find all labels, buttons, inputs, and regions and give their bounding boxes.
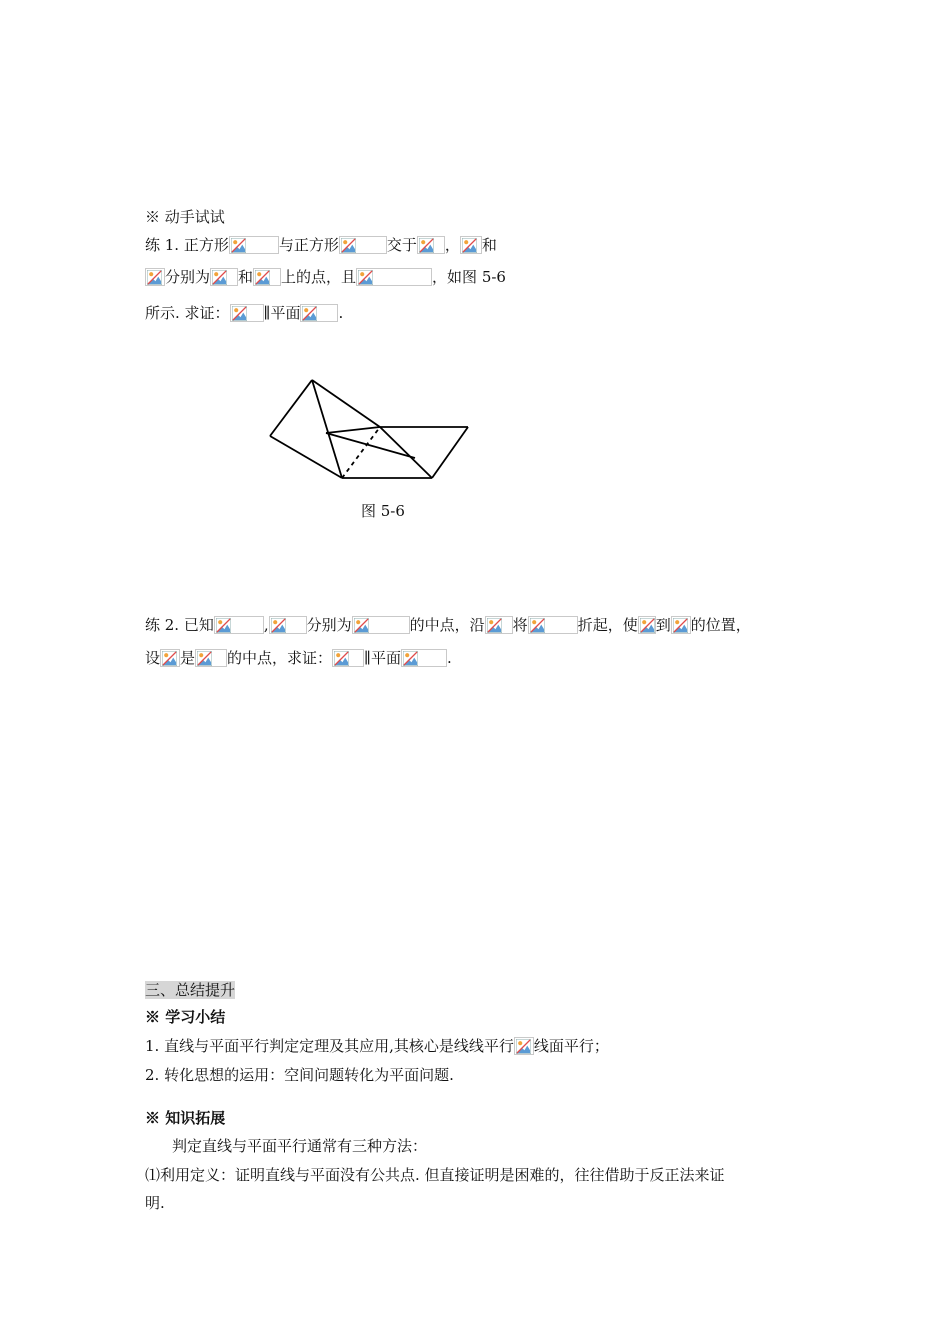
section-3-title: 三、总结提升 xyxy=(145,981,236,999)
formula-image-placeholder xyxy=(356,268,432,286)
formula-image-placeholder xyxy=(210,268,238,286)
formula-image-placeholder xyxy=(401,649,447,667)
formula-image-placeholder xyxy=(417,236,445,254)
formula-image-placeholder xyxy=(332,649,364,667)
extension-method-1: ⑴利用定义：证明直线与平面没有公共点. 但直接证明是困难的，往往借助于反正法来证 xyxy=(145,1166,725,1184)
study-summary-heading: ※ 学习小结 xyxy=(145,1008,226,1026)
formula-image-placeholder xyxy=(339,236,387,254)
fig-segment xyxy=(326,427,380,433)
ex2-text: 的中点，沿 xyxy=(409,616,485,634)
ex2-text: 的位置， xyxy=(690,616,751,634)
ex2-text: . xyxy=(446,649,452,667)
summary-item-1-text: 1. 直线与平面平行判定定理及其应用,其核心是线线平行 xyxy=(145,1037,514,1055)
figure-caption: 图 5-6 xyxy=(361,502,405,520)
exercise-2-line-2 xyxy=(145,647,452,669)
formula-image-placeholder xyxy=(229,236,279,254)
ex1-text: ， xyxy=(444,236,460,254)
ex1-text: 交于 xyxy=(386,236,417,254)
fig-edge xyxy=(270,380,312,436)
ex2-text: 分别为 xyxy=(306,616,352,634)
fig-edge xyxy=(380,427,432,478)
formula-image-placeholder xyxy=(514,1037,534,1055)
fig-hidden-edge xyxy=(342,427,380,478)
ex1-text: 与正方形 xyxy=(278,236,339,254)
ex2-text: ∥平面 xyxy=(364,649,401,667)
fig-edge xyxy=(432,427,468,478)
formula-image-placeholder xyxy=(300,304,338,322)
summary-item-1 xyxy=(145,1035,609,1057)
ex1-text: 上的点，且 xyxy=(281,268,357,286)
ex2-text: , xyxy=(263,616,269,634)
formula-image-placeholder xyxy=(160,649,180,667)
summary-item-1-text-end: 线面平行； xyxy=(533,1037,609,1055)
ex1-text: 练 1. 正方形 xyxy=(145,236,229,254)
section-3-row xyxy=(145,979,235,1001)
formula-image-placeholder xyxy=(195,649,227,667)
extension-intro: 判定直线与平面平行通常有三种方法： xyxy=(172,1137,428,1155)
ex1-text: 分别为 xyxy=(165,268,211,286)
ex2-text: 练 2. 已知 xyxy=(145,616,214,634)
extension-method-1-cont: 明. xyxy=(145,1194,165,1212)
formula-image-placeholder xyxy=(460,236,482,254)
fig-segment xyxy=(326,433,415,458)
ex1-text: ∥平面 xyxy=(263,304,301,322)
ex1-text: 所示. 求证： xyxy=(145,304,230,322)
ex2-text: 折起，使 xyxy=(577,616,638,634)
formula-image-placeholder xyxy=(269,616,307,634)
exercise-1-line-3 xyxy=(145,302,343,324)
exercise-1-line-2 xyxy=(145,266,506,288)
try-heading: ※ 动手试试 xyxy=(145,208,225,226)
formula-image-placeholder xyxy=(214,616,264,634)
ex1-text: . xyxy=(338,304,344,322)
ex2-text: 将 xyxy=(512,616,528,634)
ex1-text: ，如图 5-6 xyxy=(432,268,506,286)
geometry-figure xyxy=(260,370,480,490)
ex2-text: 设 xyxy=(145,649,161,667)
formula-image-placeholder xyxy=(638,616,656,634)
ex1-text: 和 xyxy=(238,268,254,286)
formula-image-placeholder xyxy=(145,268,165,286)
ex2-text: 是 xyxy=(180,649,196,667)
formula-image-placeholder xyxy=(352,616,410,634)
knowledge-extension-heading: ※ 知识拓展 xyxy=(145,1109,226,1127)
exercise-2-line-1 xyxy=(145,614,751,636)
formula-image-placeholder xyxy=(485,616,513,634)
ex1-text: 和 xyxy=(481,236,497,254)
formula-image-placeholder xyxy=(671,616,691,634)
formula-image-placeholder xyxy=(528,616,578,634)
ex2-text: 到 xyxy=(655,616,671,634)
formula-image-placeholder xyxy=(253,268,281,286)
exercise-1-line-1 xyxy=(145,234,497,256)
summary-item-2: 2. 转化思想的运用：空间问题转化为平面问题. xyxy=(145,1066,454,1084)
formula-image-placeholder xyxy=(230,304,264,322)
ex2-text: 的中点，求证： xyxy=(227,649,333,667)
fig-edge xyxy=(312,380,380,427)
